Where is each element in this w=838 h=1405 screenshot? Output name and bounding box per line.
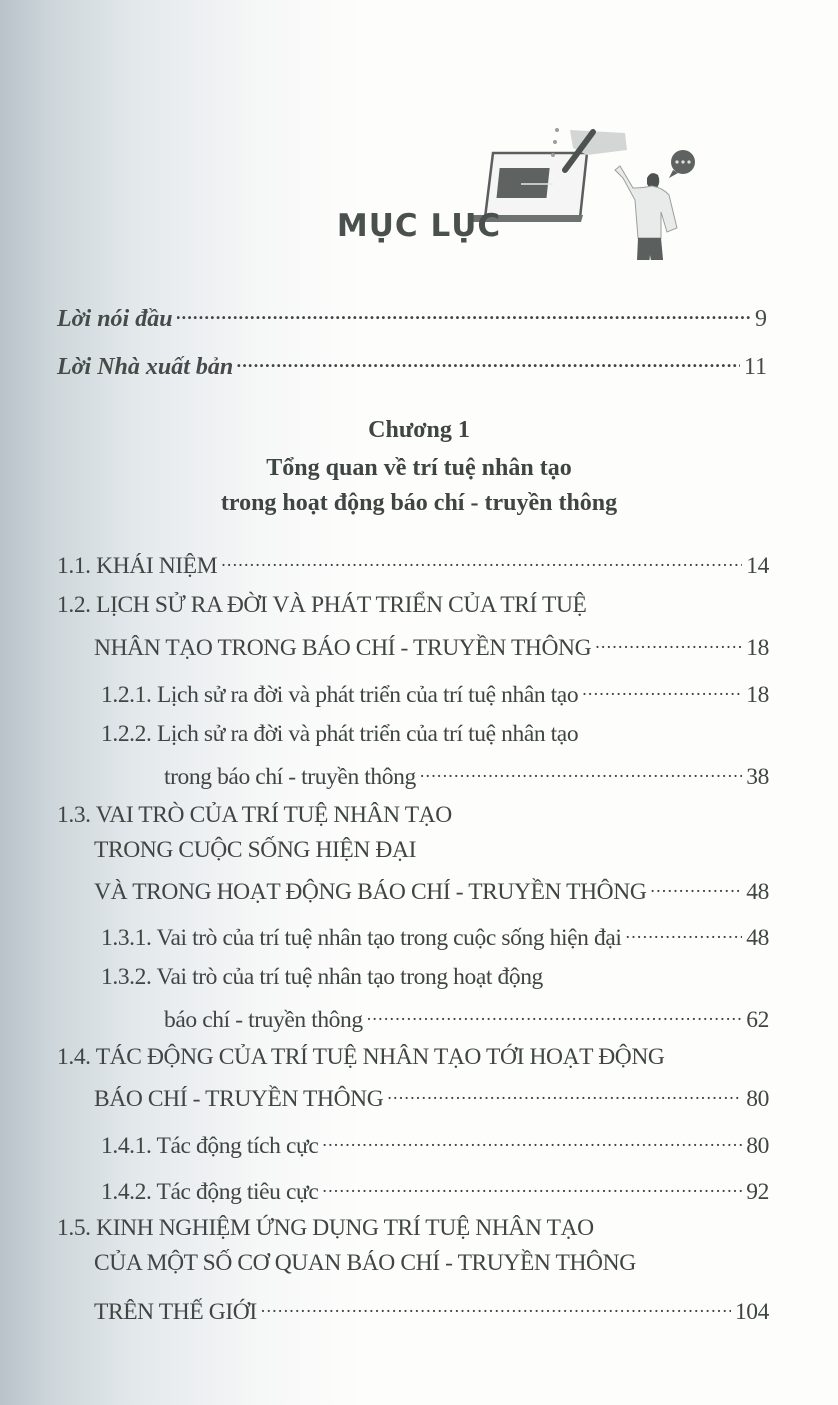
- toc-label-continued: trong báo chí - truyền thông: [164, 764, 416, 790]
- toc-page-number: 14: [746, 553, 769, 579]
- dot-leader: [420, 756, 742, 784]
- toc-entry-1-3-1[interactable]: [101, 917, 769, 952]
- toc-page-number: 80: [746, 1086, 769, 1112]
- dot-leader: [322, 1125, 742, 1153]
- toc-page-number: 62: [746, 1007, 769, 1033]
- dot-leader: [177, 298, 751, 326]
- toc-page-number: 38: [746, 764, 769, 790]
- toc-label-continued: VÀ TRONG HOẠT ĐỘNG BÁO CHÍ - TRUYỀN THÔNG: [94, 879, 647, 905]
- toc-label: 1.2.2. Lịch sử ra đời và phát triển của trí tuệ nhân tạo: [101, 721, 579, 747]
- toc-page-number: 80: [746, 1133, 769, 1159]
- toc-label-continued: TRONG CUỘC SỐNG HIỆN ĐẠI: [94, 837, 417, 863]
- dot-leader: [237, 346, 740, 374]
- toc-page-number: 18: [746, 682, 769, 708]
- toc-label: 1.3.2. Vai trò của trí tuệ nhân tạo trong hoạt động: [101, 964, 543, 990]
- toc-label: 1.4. TÁC ĐỘNG CỦA TRÍ TUỆ NHÂN TẠO TỚI HOẠT ĐỘNG: [57, 1044, 665, 1070]
- dot-leader: [650, 871, 742, 899]
- toc-label: 1.2.1. Lịch sử ra đời và phát triển của trí tuệ nhân tạo: [101, 682, 579, 708]
- toc-label: 1.4.1. Tác động tích cực: [101, 1133, 319, 1159]
- toc-entry-1-2-1[interactable]: [101, 674, 769, 709]
- toc-entry-1-4-2[interactable]: [101, 1171, 769, 1206]
- toc-label-continued: CỦA MỘT SỐ CƠ QUAN BÁO CHÍ - TRUYỀN THÔNG: [94, 1250, 636, 1276]
- dot-leader: [221, 545, 742, 573]
- toc-label: 1.2. LỊCH SỬ RA ĐỜI VÀ PHÁT TRIỂN CỦA TRÍ TUỆ: [57, 592, 587, 618]
- toc-page-number: 48: [746, 879, 769, 905]
- toc-page-number: 18: [746, 635, 769, 661]
- page-title: MỤC LỤC: [336, 208, 502, 244]
- toc-label-continued: NHÂN TẠO TRONG BÁO CHÍ - TRUYỀN THÔNG: [94, 635, 592, 661]
- chapter-title-line-2: trong hoạt động báo chí - truyền thông: [220, 490, 618, 516]
- chapter-number: Chương 1: [368, 417, 470, 443]
- chapter-title-line-1: Tổng quan về trí tuệ nhân tạo: [266, 455, 572, 481]
- toc-label: 1.3. VAI TRÒ CỦA TRÍ TUỆ NHÂN TẠO: [57, 802, 452, 828]
- toc-page-number: 9: [755, 306, 767, 332]
- toc-label-continued: BÁO CHÍ - TRUYỀN THÔNG: [94, 1086, 384, 1112]
- toc-page-number: 11: [743, 354, 767, 380]
- dot-leader: [387, 1078, 742, 1106]
- toc-label: 1.3.1. Vai trò của trí tuệ nhân tạo trong cuộc sống hiện đại: [101, 925, 622, 951]
- dot-leader: [322, 1171, 742, 1199]
- toc-label: Lời nói đầu: [57, 306, 173, 332]
- dot-leader: [595, 627, 742, 655]
- toc-label: 1.5. KINH NGHIỆM ỨNG DỤNG TRÍ TUỆ NHÂN TẠO: [57, 1215, 594, 1241]
- toc-entry-1-1[interactable]: [57, 545, 769, 580]
- toc-label: 1.4.2. Tác động tiêu cực: [101, 1179, 319, 1205]
- dot-leader: [626, 917, 743, 945]
- toc-label: 1.1. KHÁI NIỆM: [57, 553, 218, 579]
- dot-leader: [582, 674, 742, 702]
- toc-page-number: 104: [734, 1299, 769, 1325]
- toc-entry-publisher-note[interactable]: [57, 346, 767, 381]
- toc-label-continued: TRÊN THẾ GIỚI: [94, 1299, 257, 1325]
- toc-page-number: 92: [746, 1179, 769, 1205]
- dot-leader: [261, 1291, 731, 1319]
- toc-label-continued: báo chí - truyền thông: [164, 1007, 363, 1033]
- dot-leader: [367, 999, 743, 1027]
- toc-page-number: 48: [746, 925, 769, 951]
- toc-entry-1-4-1[interactable]: [101, 1125, 769, 1160]
- toc-entry-foreword[interactable]: [57, 298, 767, 333]
- toc-label: Lời Nhà xuất bản: [57, 354, 234, 380]
